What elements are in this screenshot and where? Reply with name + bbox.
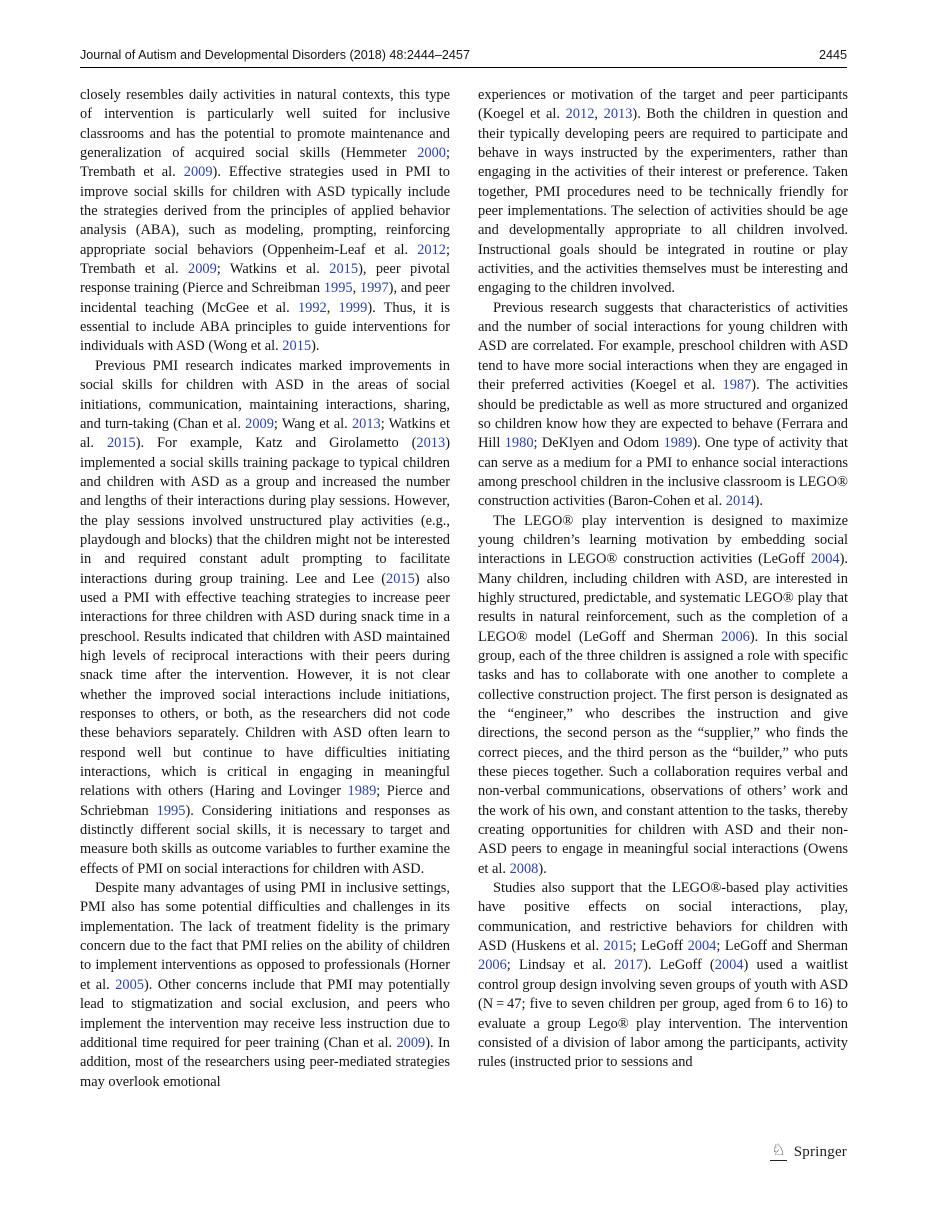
text-run: Studies also support that the LEGO®-based play activities have positive effects on social interactions, play, communication, and restrictive behaviors for children with ASD (Huskens et al. bbox=[478, 880, 848, 955]
paragraph bbox=[80, 879, 450, 1092]
paragraph bbox=[478, 299, 848, 512]
text-run: ; LeGoff bbox=[632, 938, 688, 955]
citation-link[interactable]: 2015 bbox=[329, 261, 359, 278]
paragraph bbox=[478, 512, 848, 880]
citation-link[interactable]: 2013 bbox=[603, 106, 633, 123]
citation-link[interactable]: 1989 bbox=[663, 435, 693, 452]
column-left bbox=[80, 86, 450, 1092]
citation-link[interactable]: 1987 bbox=[722, 377, 752, 394]
text-run: ; Wang et al. bbox=[273, 415, 352, 432]
text-run: Despite many advantages of using PMI in inclusive settings, PMI also has some potential difficulties and challenges in its implementation. The lack of treatment fidelity is the primary concern due to the fact that PMI relies on the ability of children to implement interventions as opposed to professionals (Horner et al. bbox=[80, 880, 450, 993]
citation-link[interactable]: 2012 bbox=[565, 106, 595, 123]
journal-citation-line: Journal of Autism and Developmental Disorders (2018) 48:2444–2457 bbox=[80, 48, 470, 62]
citation-link[interactable]: 1980 bbox=[504, 435, 534, 452]
column-right bbox=[478, 86, 848, 1092]
text-run: ). Both the children in question and their typically developing peers are required to participate and behave in ways instructed by the experimenters, rather than engaging in the activities of their interest or preference. Taken together, PMI procedures need to be technically friendly for peer implementations. The selection of activities should be age and developmentally appropriate to all children involved. Instructional goals should be integrated in routine or play activities, and the activities themselves must be interesting and engaging to the children involved. bbox=[478, 106, 849, 297]
paragraph bbox=[478, 86, 848, 299]
text-run: ), and peer incidental teaching (McGee et al. bbox=[80, 280, 450, 316]
text-run: Previous PMI research indicates marked improvements in social skills for children with ASD in the areas of social initiations, communication, maintaining interactions, sharing, and turn-taking (Chan et al. bbox=[80, 357, 450, 432]
article-body bbox=[80, 86, 848, 1092]
text-run: Previous research suggests that characteristics of activities and the number of social interactions for young children with ASD are correlated. For example, preschool children with ASD tend to have more social interactions when they are engaged in their preferred activities (Koegel et al. bbox=[478, 299, 848, 394]
text-run: ; DeKlyen and Odom bbox=[533, 435, 664, 452]
citation-link[interactable]: 2009 bbox=[183, 164, 213, 181]
paragraph bbox=[478, 879, 848, 1072]
springer-knight-icon: ♘ bbox=[771, 1142, 786, 1159]
citation-link[interactable]: 1995 bbox=[156, 802, 186, 819]
citation-link[interactable]: 2015 bbox=[106, 435, 136, 452]
text-run: The LEGO® play intervention is designed to maximize young children’s learning motivation by embedding social interactions in LEGO® construction activities (LeGoff bbox=[478, 512, 848, 568]
publisher-name: Springer bbox=[793, 1144, 847, 1160]
text-run: , bbox=[326, 299, 339, 316]
text-run: ). Many children, including children with ASD, are interested in highly structured, predictable, and systematic LEGO® play that results in natural reinforcement, such as the completion of a LEGO® model (LeGoff and Sherman bbox=[478, 551, 848, 645]
text-run: , bbox=[594, 106, 604, 123]
text-run: ). bbox=[538, 860, 547, 877]
text-run: experiences or motivation of the target and peer participants (Koegel et al. bbox=[478, 87, 848, 123]
text-run: ; Lindsay et al. bbox=[506, 957, 615, 974]
citation-link[interactable]: 2014 bbox=[725, 493, 755, 510]
text-run: ). Considering initiations and responses as distinctly different social skills, it is necessary to target and measure both skills as outcome variables to further examine the effects of PMI on social interactions for children with ASD. bbox=[80, 802, 450, 877]
text-run: ) implemented a social skills training package to typical children and children with ASD as a group and increased the number and lengths of their interactions during play sessions. However, the play sessions involved unstructured play activities (e.g., playdough and blocks) that the children might not be interested in and required constant adult prompting to facilitate interactions during group training. Lee and Lee ( bbox=[80, 435, 450, 587]
text-run: ; Pierce and Schriebman bbox=[80, 783, 451, 819]
citation-link[interactable]: 1989 bbox=[347, 783, 377, 800]
text-run: ). Thus, it is essential to include ABA principles to guide interventions for individuals with ASD (Wong et al. bbox=[80, 299, 450, 355]
citation-link[interactable]: 2009 bbox=[396, 1034, 426, 1051]
text-run: closely resembles daily activities in natural contexts, this type of intervention is particularly well suited for inclusive classrooms and has the potential to promote maintenance and generalization of acquired social skills (Hemmeter bbox=[80, 87, 450, 162]
text-run: ). In addition, most of the researchers using peer-mediated strategies may overlook emotional bbox=[80, 1034, 450, 1090]
citation-link[interactable]: 2015 bbox=[386, 570, 415, 587]
citation-link[interactable]: 2015 bbox=[282, 338, 312, 355]
text-run: ). Effective strategies used in PMI to improve social skills for children with ASD typically include the strategies derived from the principles of applied behavior analysis (ABA), such as modeling, prompting, reinforcing appropriate social behaviors (Oppenheim-Leaf et al. bbox=[80, 164, 450, 258]
text-run: ), peer pivotal response training (Pierce and Schreibman bbox=[80, 261, 450, 297]
citation-link[interactable]: 2009 bbox=[188, 261, 217, 278]
text-run: ; Trembath et al. bbox=[80, 145, 450, 181]
page-number: 2445 bbox=[818, 48, 847, 62]
text-run: ). For example, Katz and Girolametto ( bbox=[135, 435, 417, 452]
paragraph bbox=[80, 86, 450, 357]
text-run: ). bbox=[311, 338, 320, 355]
citation-link[interactable]: 2006 bbox=[721, 628, 750, 645]
publisher-footer bbox=[770, 1143, 847, 1161]
text-run: ; Watkins et al. bbox=[80, 415, 450, 452]
text-run: ) used a waitlist control group design involving seven groups of youth with ASD (N = 47; five to seven children per group, aged from 6 to 16) to evaluate a group Lego® play intervention. The intervention consisted of a division of labor among the participants, activity rules (instructed prior to sessions and bbox=[478, 957, 848, 1071]
citation-link[interactable]: 2005 bbox=[115, 976, 144, 993]
text-run: , bbox=[352, 280, 360, 297]
citation-link[interactable]: 1992 bbox=[297, 299, 327, 316]
citation-link[interactable]: 2009 bbox=[245, 415, 274, 432]
paragraph bbox=[80, 357, 450, 879]
citation-link[interactable]: 2008 bbox=[509, 860, 539, 877]
text-run: ). bbox=[754, 493, 763, 510]
citation-link[interactable]: 2000 bbox=[417, 145, 446, 162]
citation-link[interactable]: 1995 bbox=[323, 280, 353, 297]
citation-link[interactable]: 2013 bbox=[351, 415, 381, 432]
citation-link[interactable]: 1999 bbox=[338, 299, 368, 316]
text-run: ). Other concerns include that PMI may potentially lead to stigmatization and social exclusion, and peers who implement the intervention may receive less instruction due to additional time required for peer training (Chan et al. bbox=[80, 976, 450, 1051]
text-run: ; Watkins et al. bbox=[216, 261, 330, 278]
text-run: ; Trembath et al. bbox=[80, 241, 450, 278]
citation-link[interactable]: 2013 bbox=[416, 435, 446, 452]
citation-link[interactable]: 2017 bbox=[614, 957, 644, 974]
text-run: ). In this social group, each of the three children is assigned a role with specific tasks and has to collaborate with one another to complete a collective construction project. The first person is designated as the “engineer,” who describes the instruction and give directions, the second person as the “supplier,” who finds the correct pieces, and the third person as the “builder,” who puts these pieces together. Such a collaboration requires verbal and non-verbal communications, observations of others’ work and the work of his own, and constant attention to the tasks, thereby creating opportunities for children with ASD and their non-ASD peers to engage in meaningful social interactions (Owens et al. bbox=[478, 628, 848, 877]
text-run: ). One type of activity that can serve as a medium for a PMI to enhance social interactions among preschool children in the inclusive classroom is LEGO® construction activities (Baron-Cohen et al. bbox=[478, 435, 848, 510]
citation-link[interactable]: 2006 bbox=[478, 957, 507, 974]
citation-link[interactable]: 2004 bbox=[714, 957, 744, 974]
text-run: ; LeGoff and Sherman bbox=[716, 938, 848, 955]
citation-link[interactable]: 2012 bbox=[417, 241, 446, 258]
running-head bbox=[80, 48, 847, 62]
citation-link[interactable]: 2004 bbox=[810, 551, 840, 568]
text-run: ) also used a PMI with effective teaching strategies to increase peer interactions for three children with ASD during snack time in a preschool. Results indicated that children with ASD maintained high levels of reciprocal interactions with their peers during snack time after the intervention. However, it is not clear whether the improved social interactions include initiations, responses to others, or both, as the researchers did not code these behaviors separately. Children with ASD often learn to respond well but continue to have difficulties initiating interactions, which is critical in engaging in meaningful relations with others (Haring and Lovinger bbox=[80, 570, 450, 800]
citation-link[interactable]: 1997 bbox=[359, 280, 389, 297]
text-run: ). LeGoff ( bbox=[643, 957, 715, 974]
citation-link[interactable]: 2004 bbox=[687, 938, 717, 955]
text-run: ). The activities should be predictable as well as more structured and organized so children know how they are expected to behave (Ferrara and Hill bbox=[478, 377, 848, 452]
citation-link[interactable]: 2015 bbox=[603, 938, 633, 955]
header-divider bbox=[80, 67, 847, 68]
